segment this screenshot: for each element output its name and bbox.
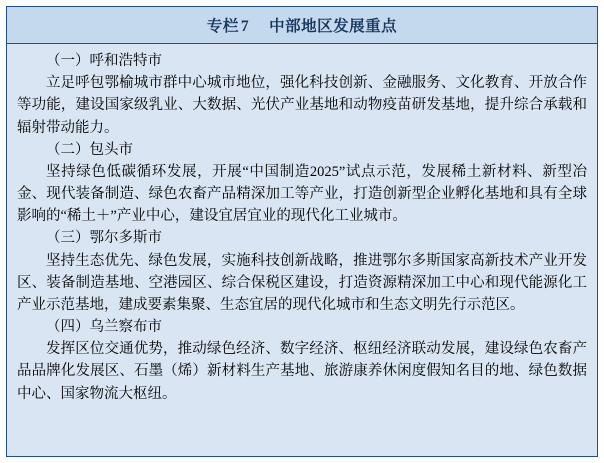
section-heading-4: （四）乌兰察布市 [46,319,162,336]
box-body [7,44,597,456]
section-body-2: 坚持绿色低碳循环发展，开展“中国制造2025”试点示范，发展稀土新材料、新型冶金、现代装备制造、绿色农畜产品精深加工等产业，打造创新型企业孵化基地和具有全球影响的“稀土＋”产业中心，建设宜居宜业的现代化工业城市。 [17,163,587,225]
box-number: 7 [240,18,250,35]
box-header [7,7,597,44]
section-heading-2: （二）包头市 [46,141,133,158]
box-label: 专栏 [206,18,239,35]
section-body-4: 发挥区位交通优势，推动绿色经济、数字经济、枢纽经济联动发展，建设绿色农畜产品品牌化发展区、石墨（烯）新材料生产基地、旅游康养休闲度假知名目的地、绿色数据中心、国家物流大枢纽。 [17,341,587,402]
feature-box [6,6,598,457]
section-body-3: 坚持生态优先、绿色发展，实施科技创新战略，推进鄂尔多斯国家高新技术产业开发区、装备制造基地、空港园区、综合保税区建设，打造资源精深加工中心和现代能源化工产业示范基地，建成要素集聚、生态宜居的现代化城市和生态文明先行示范区。 [17,252,587,313]
section-heading-3: （三）鄂尔多斯市 [46,230,162,247]
section-heading-1: （一）呼和浩特市 [46,53,162,69]
box-title [207,14,397,36]
section-body-1: 立足呼包鄂榆城市群中心城市地位，强化科技创新、金融服务、文化教育、开放合作等功能，建设国家级乳业、大数据、光伏产业基地和动物疫苗研发基地，提升综合承载和辐射带动能力。 [17,75,587,136]
box-heading-text: 中部地区发展重点 [269,18,398,35]
